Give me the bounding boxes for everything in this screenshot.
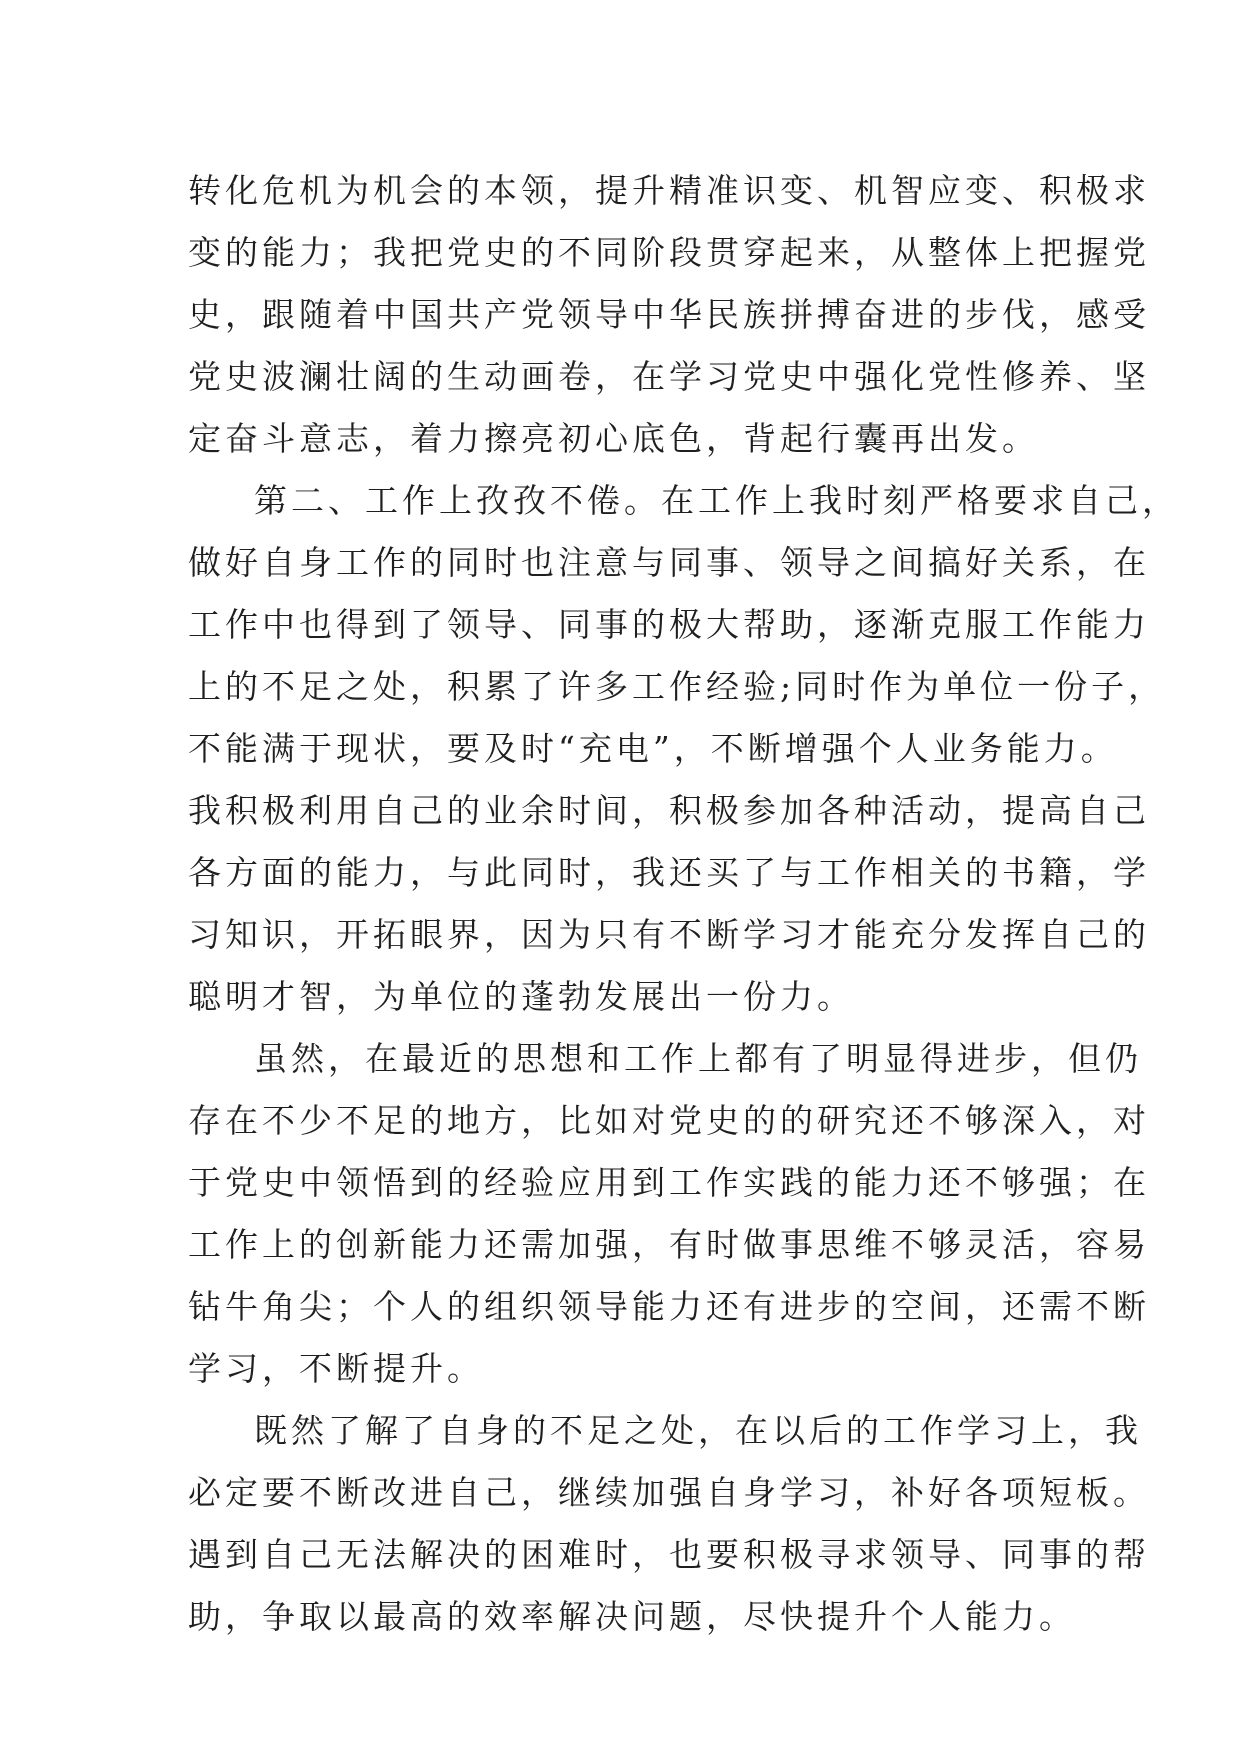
text-line: 学习，不断提升。 xyxy=(188,1349,484,1388)
text-line: 遇到自己无法解决的困难时，也要积极寻求领导、同事的帮 xyxy=(188,1535,1150,1574)
text-line: 我积极利用自己的业余时间，积极参加各种活动，提高自己 xyxy=(188,791,1150,830)
text-line: 虽然，在最近的思想和工作上都有了明显得进步，但仍 xyxy=(254,1039,1142,1078)
text-line: 钻牛角尖；个人的组织领导能力还有进步的空间，还需不断 xyxy=(188,1287,1150,1326)
document-body xyxy=(188,160,1179,1648)
text-line: 必定要不断改进自己，继续加强自身学习，补好各项短板。 xyxy=(188,1473,1150,1512)
text-line: 转化危机为机会的本领，提升精准识变、机智应变、积极求 xyxy=(188,171,1150,210)
text-line: 聪明才智，为单位的蓬勃发展出一份力。 xyxy=(188,977,854,1016)
text-line: 第二、工作上孜孜不倦。在工作上我时刻严格要求自己， xyxy=(254,481,1179,520)
text-line: 史，跟随着中国共产党领导中华民族拼搏奋进的步伐，感受 xyxy=(188,295,1150,334)
text-line: 上的不足之处，积累了许多工作经验;同时作为单位一份子， xyxy=(188,667,1166,706)
text-line: 于党史中领悟到的经验应用到工作实践的能力还不够强；在 xyxy=(188,1163,1150,1202)
text-line: 既然了解了自身的不足之处，在以后的工作学习上，我 xyxy=(254,1411,1142,1450)
text-line: 工作上的创新能力还需加强，有时做事思维不够灵活，容易 xyxy=(188,1225,1150,1264)
paragraph-1 xyxy=(188,160,1150,470)
text-line: 工作中也得到了领导、同事的极大帮助，逐渐克服工作能力 xyxy=(188,605,1150,644)
text-line: 不能满于现状，要及时“充电”，不断增强个人业务能力。 xyxy=(188,729,1118,768)
text-line: 做好自身工作的同时也注意与同事、领导之间搞好关系，在 xyxy=(188,543,1150,582)
text-line: 存在不少不足的地方，比如对党史的的研究还不够深入，对 xyxy=(188,1101,1150,1140)
text-line: 定奋斗意志，着力擦亮初心底色，背起行囊再出发。 xyxy=(188,419,1039,458)
paragraph-2 xyxy=(188,470,1179,1028)
text-line: 助，争取以最高的效率解决问题，尽快提升个人能力。 xyxy=(188,1597,1076,1636)
text-line: 党史波澜壮阔的生动画卷，在学习党史中强化党性修养、坚 xyxy=(188,357,1150,396)
text-line: 习知识，开拓眼界，因为只有不断学习才能充分发挥自己的 xyxy=(188,915,1150,954)
text-line: 变的能力；我把党史的不同阶段贯穿起来，从整体上把握党 xyxy=(188,233,1150,272)
paragraph-4 xyxy=(188,1400,1150,1648)
paragraph-3 xyxy=(188,1028,1150,1400)
text-line: 各方面的能力，与此同时，我还买了与工作相关的书籍，学 xyxy=(188,853,1150,892)
